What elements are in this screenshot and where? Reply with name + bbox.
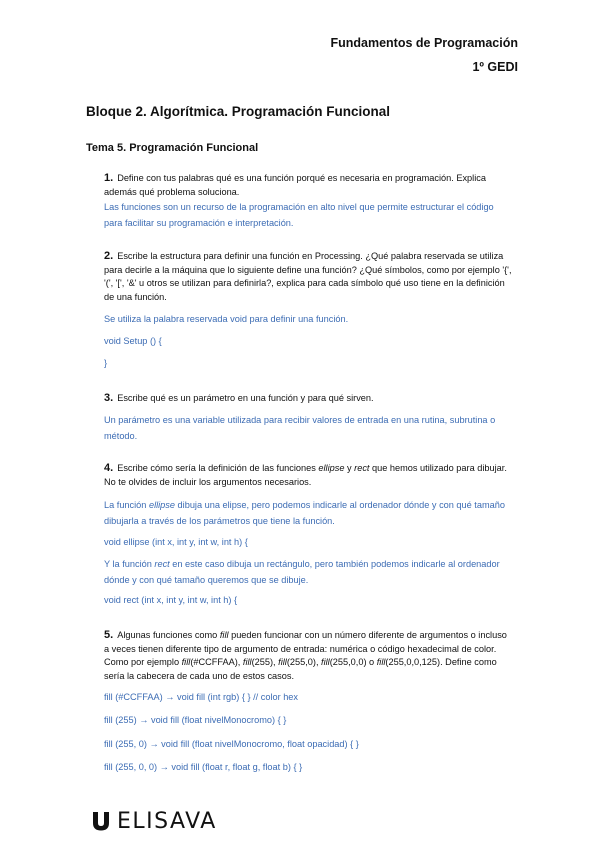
question-number: 4. [104,462,114,474]
example: (255,0), [286,657,322,668]
answer-5-line: fill (255, 0) → void fill (float nivelMonocromo, float opacidad) { } [104,739,359,749]
question-text: que hemos utilizado para dibujar. No te olvides de incluir los argumentos necesarios. [104,463,507,487]
answer-2-text: Se utiliza la palabra reservada void para definir una función. [104,314,349,324]
course-title: Fundamentos de Programación [330,36,518,50]
fn-rect: rect [154,559,170,569]
example: (255,0,0,125). Define como sería la cabecera de cada uno de estos casos. [104,657,497,681]
answer-2-code-open: void Setup () { [104,336,162,346]
question-text: y [344,463,355,473]
answer-1: Las funciones son un recurso de la programación en alto nivel que permite estructurar el código para facilitar su programación e interpretación. [104,202,494,228]
example: (255), [251,657,279,668]
fn-ellipse: ellipse [148,500,175,510]
fn-fill: fill [181,657,191,668]
fn-fill: fill [376,657,386,668]
block-title: Bloque 2. Algorítmica. Programación Funcional [86,104,391,119]
answer-3: Un parámetro es una variable utilizada para recibir valores de entrada en una rutina, subrutina o método. [104,415,496,441]
example: (255,0,0) o [329,657,377,668]
question-number: 3. [104,392,114,404]
question-text: Escribe qué es un parámetro en una función y para qué sirven. [117,393,374,403]
question-4 [104,462,512,489]
question-text: Define con tus palabras qué es una función porqué es necesaria en programación. Explica además qué problema soluciona. [104,173,486,197]
course-group: 1º GEDI [472,60,518,74]
question-text: Algunas funciones como [117,630,220,640]
fn-rect: rect [354,463,370,473]
fn-fill: fill [321,657,330,668]
question-number: 2. [104,250,114,262]
answer-4-rect-code: void rect (int x, int y, int w, int h) { [104,595,238,605]
logo-text: ELISAVA [117,808,217,834]
answer-4-ellipse [104,498,514,529]
question-text: Escribe cómo sería la definición de las funciones [117,463,319,473]
question-2 [104,250,512,304]
answer-2-code-close: } [104,358,108,368]
answer-4-ellipse-code: void ellipse (int x, int y, int w, int h) { [104,537,248,547]
answer-5-line: fill (#CCFFAA) → void fill (int rgb) { } // color hex [104,692,299,702]
answer-text: Y la función [104,559,155,569]
answer-5-line: fill (255, 0, 0) → void fill (float r, float g, float b) { } [104,762,303,772]
fn-fill: fill [242,657,252,668]
question-text: Escribe la estructura para definir una función en Processing. ¿Qué palabra reservada se utiliza para decirle a la máquina que lo siguiente define una función? ¿Qué símbolos, como por ejemplo '{', '(', '[', '&' u otros se utilizan para definirla?, explica para cada símbolo qué uso tiene en la definición de una función. [104,251,512,302]
example: (#CCFFAA), [190,657,243,668]
answer-text: en este caso dibuja un rectángulo, pero también podemos indicarle al ordenador dónde y con qué tamaño queremos que se dibuje. [104,559,500,585]
answer-text: dibuja una elipse, pero podemos indicarle al ordenador dónde y con qué tamaño dibujarla a través de los parámetros que tiene la función. [104,500,505,526]
question-number: 1. [104,172,114,184]
answer-4-rect [104,557,514,588]
fn-fill: fill [278,657,287,668]
question-3 [104,392,512,406]
question-5 [104,629,512,683]
fn-ellipse: ellipse [318,463,345,473]
elisava-logo [92,808,217,834]
answer-5-line: fill (255) → void fill (float nivelMonocromo) { } [104,715,287,725]
answer-text: La función [104,500,149,510]
question-number: 5. [104,629,114,641]
question-1 [104,172,512,199]
topic-title: Tema 5. Programación Funcional [86,142,259,154]
fn-fill: fill [219,630,229,640]
elisava-u-icon [92,811,110,831]
question-text: pueden funcionar con un número diferente de argumentos o incluso a veces tienen diferente tipo de argumento de entrada: numérica o código hexadecimal de color. Como por ejemplo [104,630,507,668]
